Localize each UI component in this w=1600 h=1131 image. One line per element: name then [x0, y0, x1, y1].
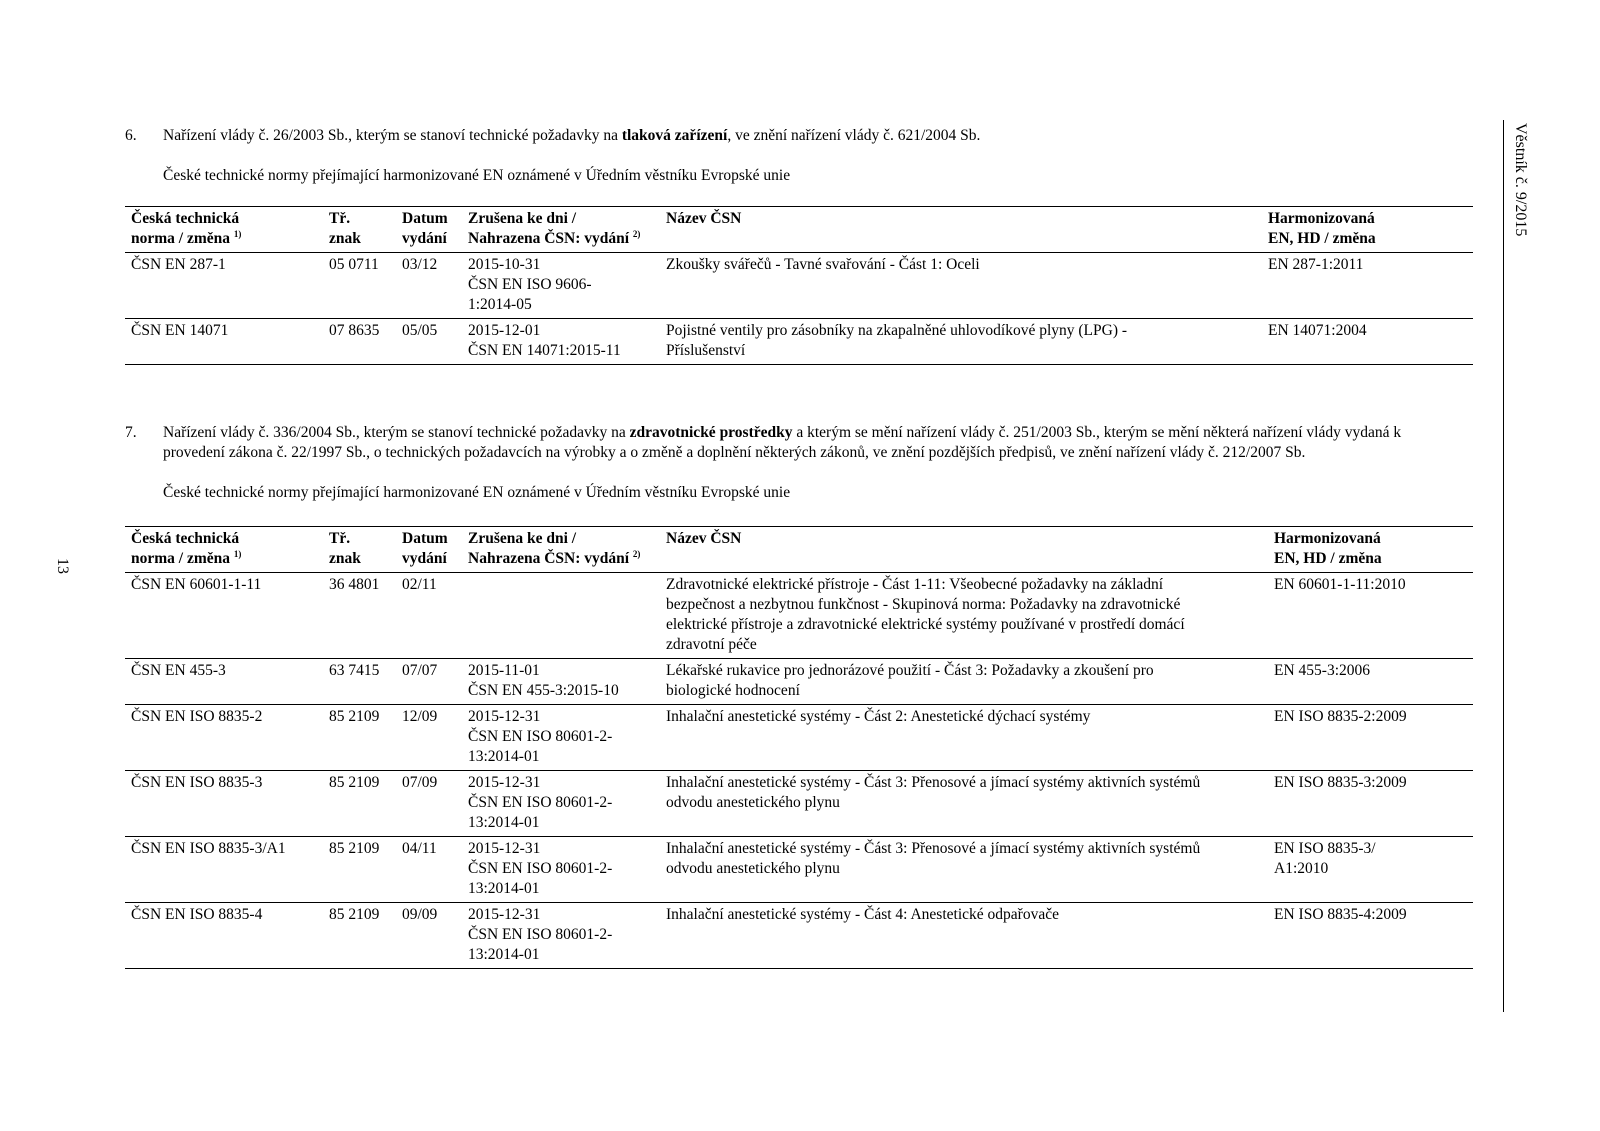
cell-zrusena: 2015-12-31 ČSN EN ISO 80601-2- 13:2014-01: [462, 705, 660, 771]
section-heading: [125, 126, 1473, 146]
section-number: 7.: [125, 424, 137, 441]
cell-nazev: Zdravotnické elektrické přístroje - Část 1-11: Všeobecné požadavky na základní bezpečnost a nezbytnou funkčnost - Skupinová norma: Požadavky na zdravotnické elektrické přístroje a zdravotnické elektrické systémy používané v prostředí domácí zdravotní péče: [660, 573, 1268, 659]
section-text: [163, 423, 1408, 463]
header-norma: Česká technická norma / změna $^{1)}$: [125, 207, 323, 253]
header-norma: Česká technická norma / změna $^{1)}$: [125, 527, 323, 573]
cell-zrusena: 2015-12-01 ČSN EN 14071:2015-11: [468, 322, 621, 359]
cell-znak: 05 0711: [323, 253, 396, 319]
section-subheading: České technické normy přejímající harmonizované EN oznámené v Úředním věstníku Evropské unie: [163, 484, 791, 501]
table-row: [125, 253, 1473, 319]
cell-harmonizovana: EN 287-1:2011: [1262, 253, 1473, 319]
header-harmonizovana: Harmonizovaná EN, HD / změna: [1262, 207, 1473, 253]
table-row: [125, 837, 1473, 903]
cell-nazev: Zkoušky svářečů - Tavné svařování - Část 1: Oceli: [660, 253, 1262, 319]
table-row: [125, 771, 1473, 837]
cell-zrusena: 2015-10-31 ČSN EN ISO 9606- 1:2014-05: [462, 253, 660, 319]
header-datum: Datum vydání: [396, 207, 462, 253]
table-row: [125, 659, 1473, 705]
cell-datum: 07/09: [396, 771, 462, 837]
section-number: 6.: [125, 127, 137, 144]
header-nazev: Název ČSN: [660, 207, 1262, 253]
cell-norma: ČSN EN 60601-1-11: [125, 573, 323, 659]
cell-datum: 05/05: [402, 322, 438, 339]
cell-norma: ČSN EN 455-3: [125, 659, 323, 705]
cell-nazev: Inhalační anestetické systémy - Část 2: Anestetické dýchací systémy: [660, 705, 1268, 771]
table-row: [125, 705, 1473, 771]
cell-znak: 85 2109: [323, 705, 396, 771]
header-zrusena: Zrušena ke dni / Nahrazena ČSN: vydání $^{2)}$: [462, 207, 660, 253]
journal-label: Věstník č. 9/2015: [1512, 123, 1529, 237]
cell-harmonizovana: EN ISO 8835-3:2009: [1268, 771, 1473, 837]
cell-zrusena: [462, 573, 660, 659]
cell-harmonizovana: EN ISO 8835-4:2009: [1274, 906, 1407, 923]
header-datum: Datum vydání: [396, 527, 462, 573]
cell-znak: 85 2109: [323, 771, 396, 837]
cell-norma: ČSN EN ISO 8835-4: [131, 906, 263, 923]
cell-znak: 36 4801: [323, 573, 396, 659]
cell-datum: 04/11: [396, 837, 462, 903]
cell-znak: 85 2109: [323, 837, 396, 903]
cell-harmonizovana: EN 60601-1-11:2010: [1268, 573, 1473, 659]
cell-norma: ČSN EN ISO 8835-3: [125, 771, 323, 837]
cell-datum: 02/11: [396, 573, 462, 659]
header-nazev: Název ČSN: [660, 527, 1268, 573]
page-number: 13: [54, 558, 71, 574]
section-heading: [125, 423, 1473, 463]
cell-zrusena: 2015-12-31 ČSN EN ISO 80601-2- 13:2014-01: [468, 906, 613, 963]
section-text-part: a kterým se mění nařízení vlády č. 251/2003 Sb., kterým se mění některá nařízení vlády vydaná k provedení zákona č. 22/1997 Sb., o technických požadavcích na výrobky a o změně a doplnění některých zákonů, ve znění pozdějších předpisů, ve znění nařízení vlády č. 212/2007 Sb.: [163, 424, 1402, 461]
cell-harmonizovana: EN ISO 8835-3/ A1:2010: [1268, 837, 1473, 903]
section-text-bold: tlaková zařízení: [621, 127, 728, 144]
table-body: [125, 573, 1473, 969]
cell-znak: 85 2109: [329, 906, 380, 923]
cell-norma: ČSN EN ISO 8835-2: [125, 705, 323, 771]
cell-datum: 03/12: [396, 253, 462, 319]
cell-datum: 07/07: [396, 659, 462, 705]
section-text-part: Nařízení vlády č. 26/2003 Sb., kterým se stanoví technické požadavky na: [163, 127, 622, 144]
table-row: [125, 573, 1473, 659]
table-body: [125, 253, 1473, 365]
cell-harmonizovana: EN ISO 8835-2:2009: [1268, 705, 1473, 771]
section-7: [125, 423, 1473, 969]
cell-norma: ČSN EN 14071: [131, 322, 229, 339]
table-header-row: [125, 527, 1473, 573]
cell-nazev: Inhalační anestetické systémy - Část 3: Přenosové a jímací systémy aktivních systémů odvodu anestetického plynu: [660, 837, 1268, 903]
header-harmonizovana: Harmonizovaná EN, HD / změna: [1268, 527, 1473, 573]
cell-datum: 12/09: [396, 705, 462, 771]
table-row: [125, 903, 1473, 969]
cell-datum: 09/09: [402, 906, 438, 923]
cell-zrusena: 2015-11-01 ČSN EN 455-3:2015-10: [462, 659, 660, 705]
header-znak: Tř. znak: [323, 527, 396, 573]
header-znak: Tř. znak: [323, 207, 396, 253]
section-text-bold: zdravotnické prostředky: [629, 424, 793, 441]
cell-norma: ČSN EN ISO 8835-3/A1: [125, 837, 323, 903]
cell-nazev: Inhalační anestetické systémy - Část 3: Přenosové a jímací systémy aktivních systémů odvodu anestetického plynu: [660, 771, 1268, 837]
section-subheading: České technické normy přejímající harmonizované EN oznámené v Úředním věstníku Evropské unie: [163, 167, 791, 184]
norms-table: [125, 526, 1473, 969]
section-text-part: Nařízení vlády č. 336/2004 Sb., kterým se stanoví technické požadavky na: [163, 424, 630, 441]
cell-zrusena: 2015-12-31 ČSN EN ISO 80601-2- 13:2014-01: [462, 771, 660, 837]
table-row: [125, 319, 1473, 365]
section-text: [163, 126, 1408, 146]
section-6: [125, 126, 1473, 365]
cell-nazev: Pojistné ventily pro zásobníky na zkapalněné uhlovodíkové plyny (LPG) - Příslušenství: [666, 322, 1128, 359]
table-header-row: [125, 207, 1473, 253]
margin-rule: [1503, 120, 1504, 1012]
section-text-part: , ve znění nařízení vlády č. 621/2004 Sb.: [727, 127, 981, 144]
cell-norma: ČSN EN 287-1: [125, 253, 323, 319]
cell-znak: 07 8635: [329, 322, 380, 339]
header-zrusena: Zrušena ke dni / Nahrazena ČSN: vydání $^{2)}$: [462, 527, 660, 573]
cell-nazev: Lékařské rukavice pro jednorázové použití - Část 3: Požadavky a zkoušení pro biologické hodnocení: [660, 659, 1268, 705]
norms-table: [125, 206, 1473, 365]
cell-nazev: Inhalační anestetické systémy - Část 4: Anestetické odpařovače: [666, 906, 1059, 923]
cell-zrusena: 2015-12-31 ČSN EN ISO 80601-2- 13:2014-01: [462, 837, 660, 903]
cell-harmonizovana: EN 14071:2004: [1268, 322, 1367, 339]
cell-harmonizovana: EN 455-3:2006: [1268, 659, 1473, 705]
cell-znak: 63 7415: [323, 659, 396, 705]
